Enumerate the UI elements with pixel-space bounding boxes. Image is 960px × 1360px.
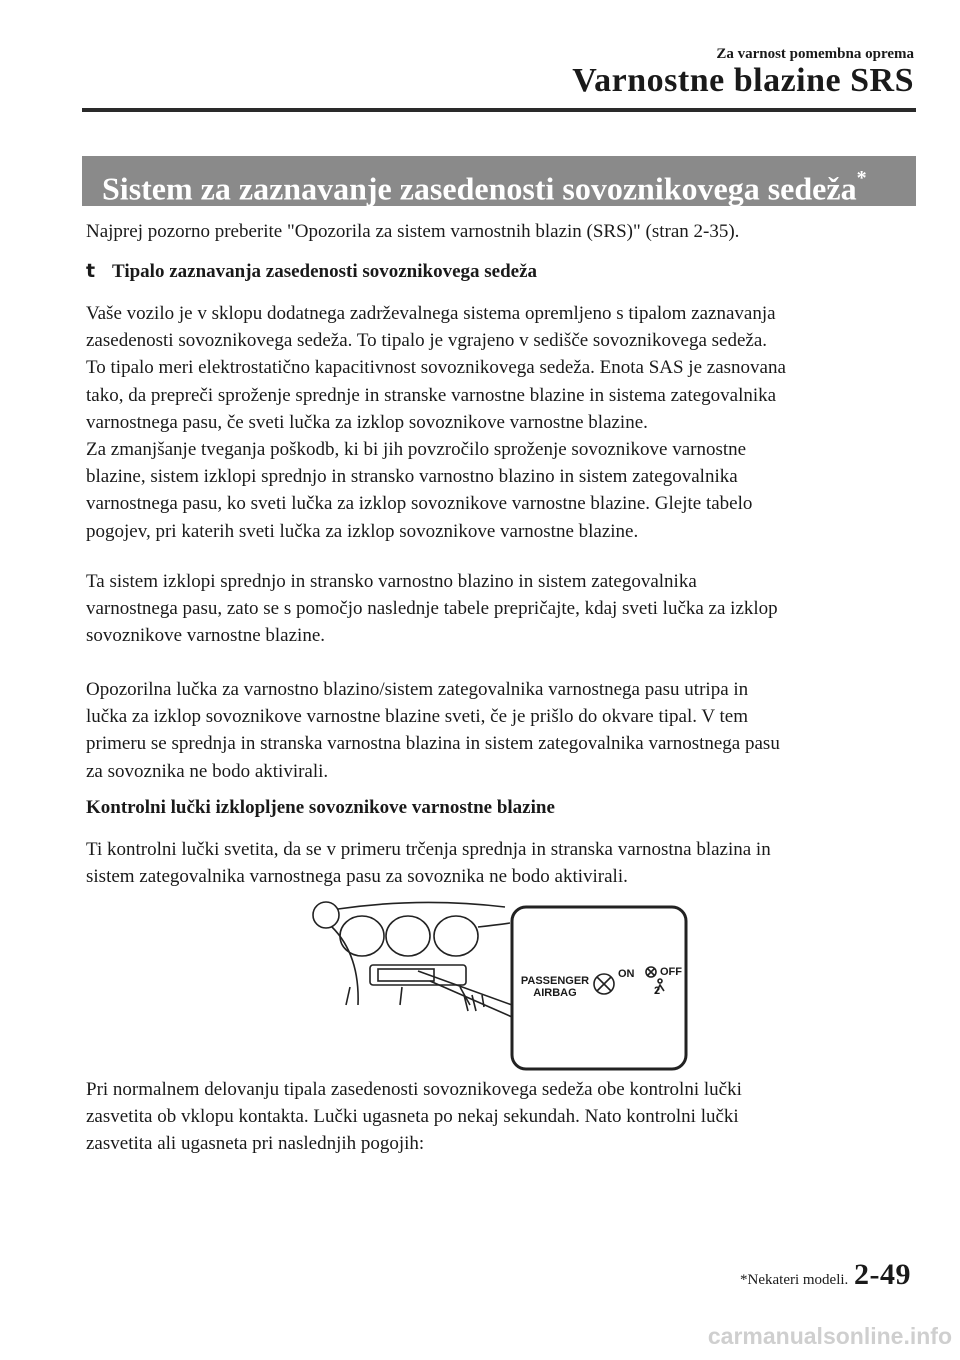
dashboard-indicator-illustration [300,895,692,1075]
paragraph-normal-operation [86,1076,916,1158]
footnote: *Nekateri modeli. [740,1272,849,1288]
paragraph-line: Opozorilna lučka za varnostno blazino/sistem zategovalnika varnostnega pasu utripa in [86,679,749,700]
paragraph-system-disable [86,568,916,650]
section-title-bar [82,156,916,206]
paragraph-line: Vaše vozilo je v sklopu dodatnega zadrževalnega sistema opremljeno s tipalom zaznavanja [86,303,776,324]
paragraph-line: Ti kontrolni lučki svetita, da se v primeru trčenja sprednja in stranska varnostna blazina in [86,839,771,860]
paragraph-line: lučka za izklop sovoznikove varnostne blazine sveti, če je prišlo do okvare tipal. V tem [86,706,748,728]
section-title-asterisk: * [856,167,867,189]
paragraph-line: tako, da prepreči sproženje sprednje in stranske varnostne blazine in sistema zategovalnika [86,384,777,406]
paragraph-line: zasvetita ob vklopu kontakta. Lučki ugasneta po nekaj sekundah. Nato kontrolni lučki [86,1106,739,1128]
paragraph-line: sovoznikove varnostne blazine. [86,625,326,647]
section-title: Sistem za zaznavanje zasedenosti sovoznikovega sedeža [102,170,857,207]
paragraph-line: Pri normalnem delovanju tipala zasedenosti sovoznikovega sedeža obe kontrolni lučki [86,1079,742,1100]
paragraph-line: varnostnega pasu, zato se s pomočjo naslednje tabele prepričajte, kdaj sveti lučka za izklop [86,598,778,620]
dashboard-illustration-svg [300,895,692,1075]
vent-knob-center [386,916,430,956]
vent-knob-left [340,916,384,956]
callout-line-bottom [430,981,512,1017]
subsection-heading [86,258,537,285]
passenger-label: PASSENGER [520,975,590,987]
dashboard-line [346,987,350,1005]
paragraph-line: Ta sistem izklopi sprednjo in stransko varnostno blazino in sistem zategovalnika [86,571,697,592]
paragraph-line: varnostnega pasu, ko sveti lučka za izklop sovoznikove varnostne blazine. Glejte tabelo [86,493,753,515]
header-rule [82,108,916,112]
page-number: 2-49 [854,1258,911,1291]
paragraph-line: pogojev, pri katerih sveti lučka za izklop sovoznikove varnostne blazine. [86,520,639,542]
dashboard-line [472,995,476,1011]
dashboard-top-curve [338,902,505,909]
indicator-panel-lamps [378,969,434,981]
paragraph-line: To tipalo meri elektrostatično kapacitivnost sovoznikovega sedeža. Enota SAS je zasnovana [86,357,786,379]
off-label: OFF [660,966,682,978]
subsection-title: Tipalo zaznavanja zasedenosti sovoznikovega sedeža [112,261,538,282]
subsection-marker: t [86,260,96,282]
dashboard-line [400,987,402,1005]
paragraph-indicator-description [86,836,916,890]
paragraph-warning-light [86,676,916,785]
dashboard-left-contour [332,927,358,1005]
running-header-section: Za varnost pomembna oprema [716,46,914,62]
seat-number-label: 2 [654,985,661,997]
paragraph-line: primeru se sprednja in stranska varnostna blazina in sistem zategovalnika varnostnega pasu [86,733,780,755]
dashboard-button-circle [313,902,339,928]
dashboard-right-contour [478,923,510,927]
paragraph-line: sistem zategovalnika varnostnega pasu za sovoznika ne bodo aktivirali. [86,866,628,888]
intro-paragraph: Najprej pozorno preberite "Opozorila za sistem varnostnih blazin (SRS)" (stran 2-35). [86,221,740,242]
paragraph-line: varnostnega pasu, če sveti lučka za izklop sovoznikove varnostne blazine. [86,411,648,433]
paragraph-sensor-description [86,300,916,545]
paragraph-line: za sovoznika ne bodo aktivirali. [86,760,329,782]
running-header-chapter-title: Varnostne blazine SRS [572,62,914,99]
on-label: ON [618,968,635,980]
paragraph-line: blazine, sistem izklopi sprednjo in stransko varnostno blazino in sistem zategovalnika [86,466,738,488]
paragraph-line: Za zmanjšanje tveganja poškodb, ki bi jih povzročilo sproženje sovoznikove varnostne [86,439,747,461]
indicator-panel-outline [370,965,466,985]
passenger-airbag-label [518,975,592,999]
indicator-heading: Kontrolni lučki izklopljene sovoznikove varnostne blazine [86,797,555,818]
airbag-label: AIRBAG [533,987,577,999]
paragraph-line: zasedenosti sovoznikovega sedeža. To tipalo je vgrajeno v sedišče sovoznikovega sedeža. [86,330,768,352]
vent-knob-right [434,916,478,956]
paragraph-line: zasvetita ali ugasneta pri naslednjih pogojih: [86,1133,425,1155]
watermark: carmanualsonline.info [707,1323,952,1349]
